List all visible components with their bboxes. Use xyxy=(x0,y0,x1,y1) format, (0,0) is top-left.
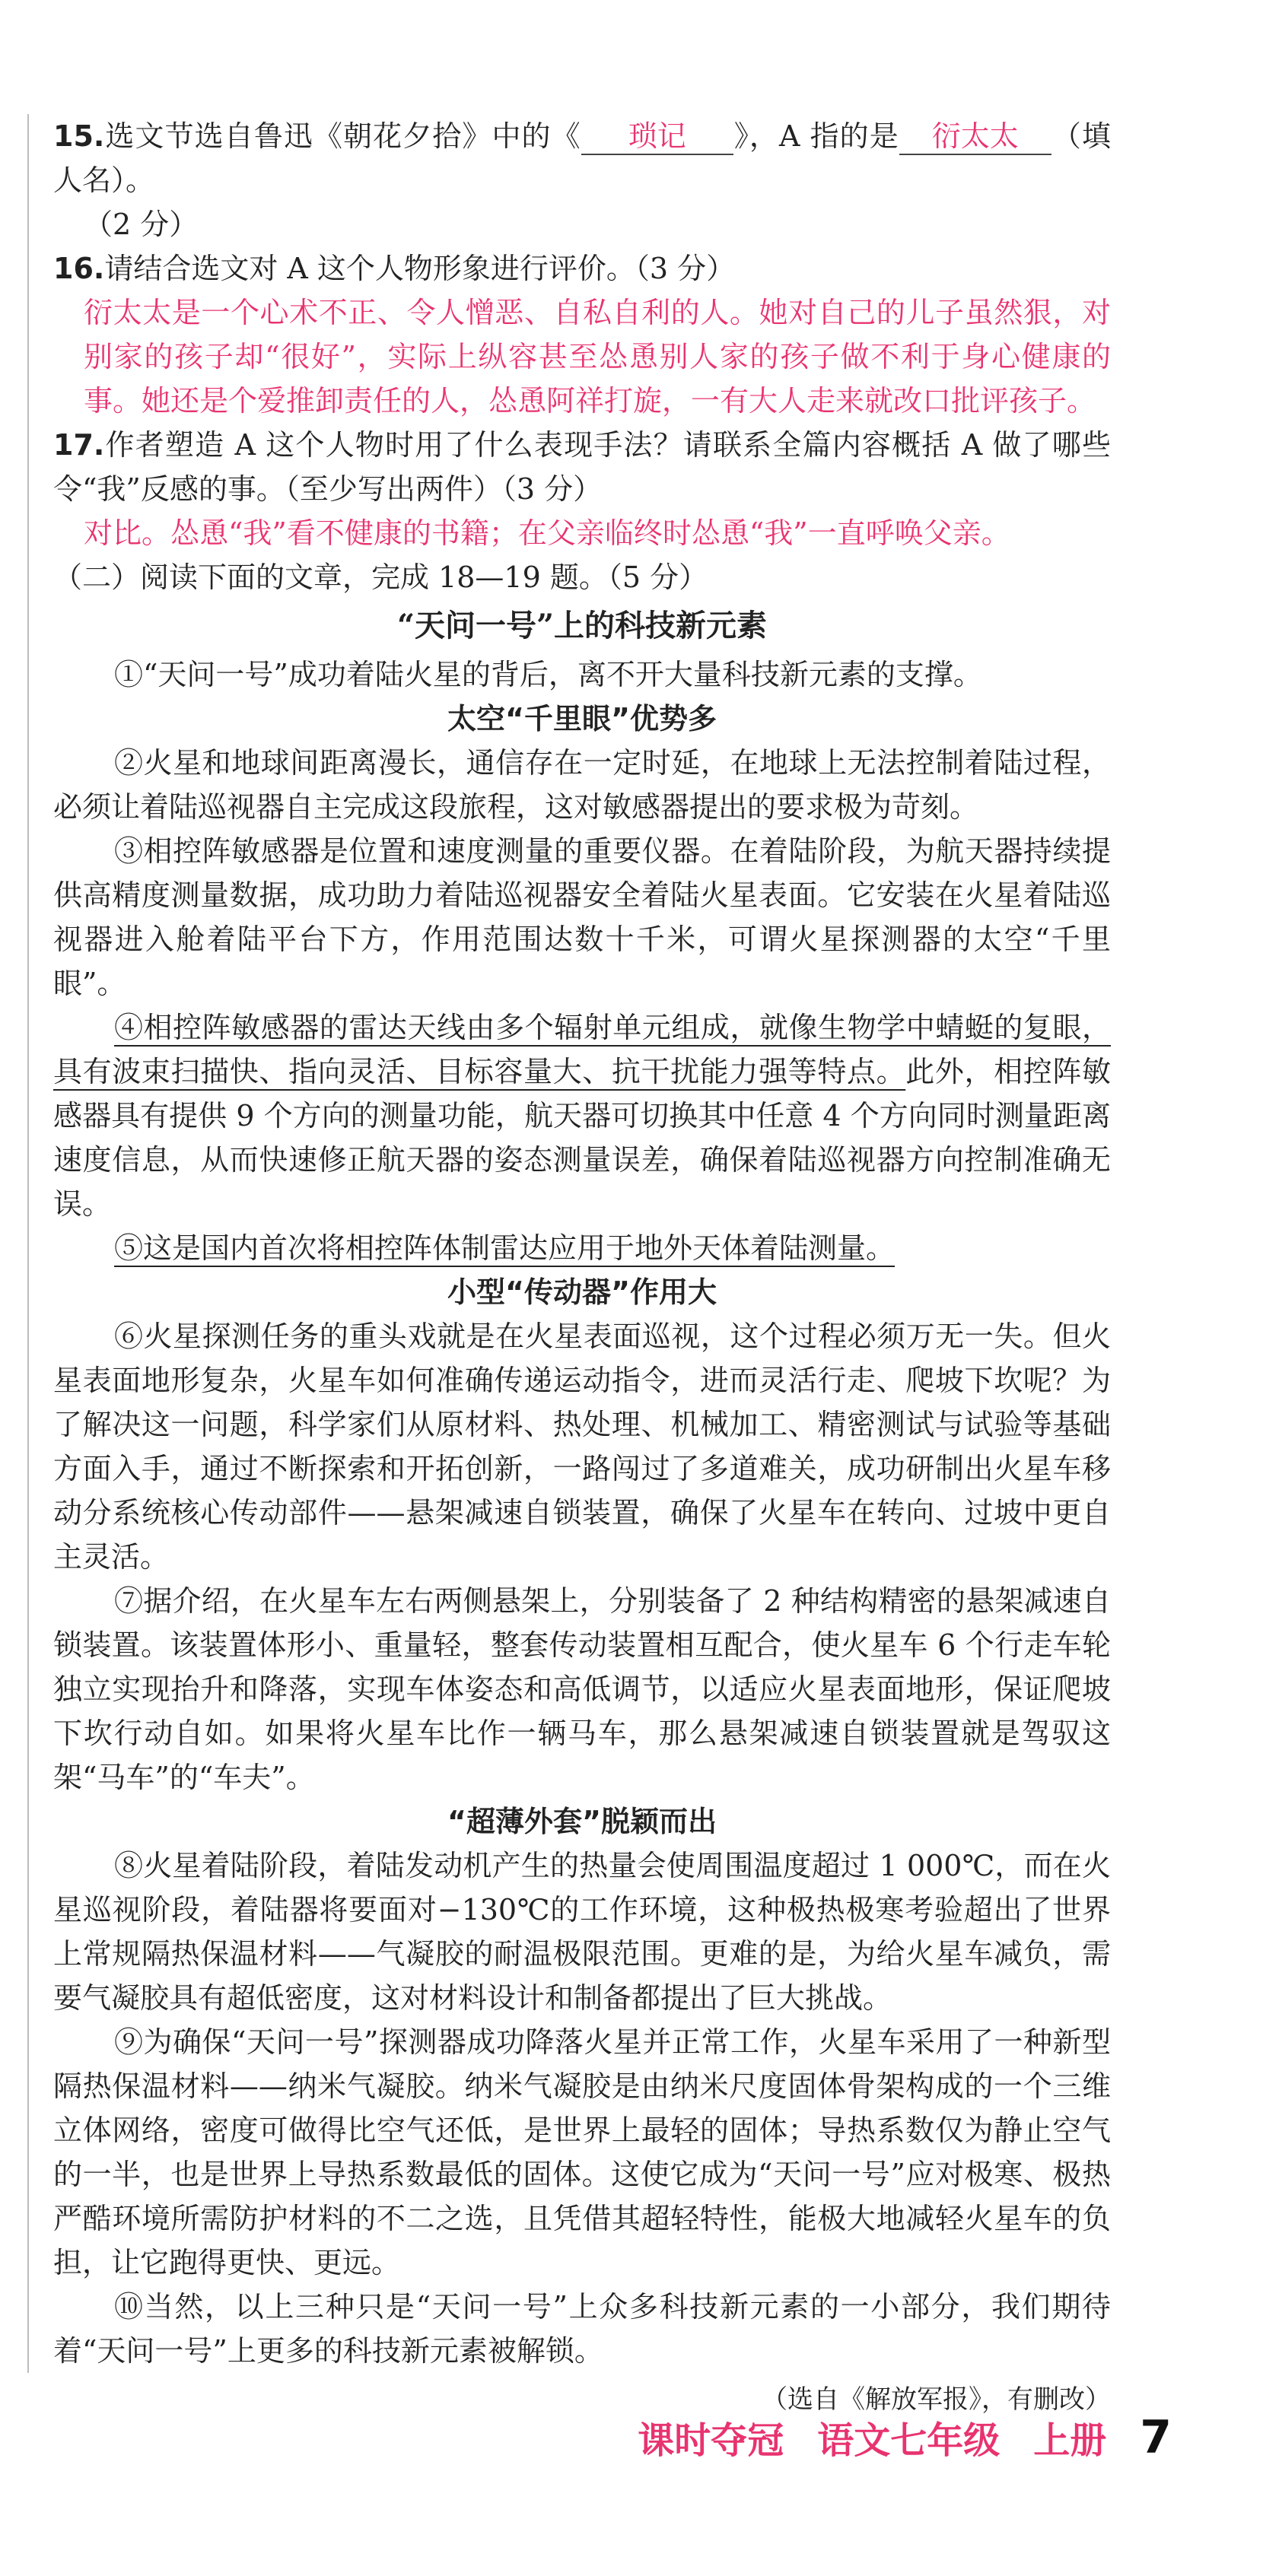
section-intro: （二）阅读下面的文章，完成 18—19 题。（5 分） xyxy=(53,561,708,594)
article-paragraph: ⑩当然，以上三种只是“天问一号”上众多科技新元素的一小部分，我们期待着“天问一号”上更多的科技新元素被解锁。 xyxy=(53,2290,1111,2368)
question-17 xyxy=(53,423,1111,511)
article-paragraph xyxy=(53,1226,1111,1270)
book-volume: 上册 xyxy=(1033,2419,1107,2462)
article-paragraph: ⑦据介绍，在火星车左右两侧悬架上，分别装备了 2 种结构精密的悬架减速自锁装置。该装置体形小、重量轻，整套传动装置相互配合，使火星车 6 个行走车轮独立实现抬升和降落，实现车体姿态和高低调节，以适应火星表面地形，保证爬坡下坎行动自如。如果将火星车比作一辆马车，那么悬架减速自锁装置就是驾驭这架“马车”的“车夫”。 xyxy=(53,1584,1111,1794)
article-paragraph: ⑨为确保“天问一号”探测器成功降落火星并正常工作，火星车采用了一种新型隔热保温材料——纳米气凝胶。纳米气凝胶是由纳米尺度固体骨架构成的一个三维立体网络，密度可做得比空气还低，是世界上最轻的固体；导热系数仅为静止空气的一半，也是世界上导热系数最低的固体。这使它成为“天问一号”应对极寒、极热严酷环境所需防护材料的不二之选，且凭借其超轻特性，能极大地减轻火星车的负担，让它跑得更快、更远。 xyxy=(53,2025,1111,2279)
answer-blank: 琐记 xyxy=(581,119,733,155)
article-title: “天问一号”上的科技新元素 xyxy=(396,608,767,643)
margin-rule xyxy=(27,114,29,2373)
underlined-text: ④相控阵敏感器的雷达天线由多个辐射单元组成，就像生物学中蜻蜓的复眼，具有波束扫描快、指向灵活、目标容量大、抗干扰能力强等特点。 xyxy=(53,1011,1111,1088)
page-number: 7 xyxy=(1140,2411,1172,2464)
answer-text: 衍太太是一个心术不正、令人憎恶、自私自利的人。她对自己的儿子虽然狠，对别家的孩子却“很好”，实际上纵容甚至怂恿别人家的孩子做不利于身心健康的事。她还是个爱推卸责任的人，怂恿阿祥打旋，一有大人走来就改口批评孩子。 xyxy=(84,296,1111,418)
underlined-text: ⑤这是国内首次将相控阵体制雷达应用于地外天体着陆测量。 xyxy=(114,1231,896,1265)
question-text: 请结合选文对 A 这个人物形象进行评价。（3 分） xyxy=(104,252,736,285)
question-score: （2 分） xyxy=(84,208,199,241)
page-content xyxy=(53,114,1111,2422)
article-paragraph: ①“天问一号”成功着陆火星的背后，离不开大量科技新元素的支撑。 xyxy=(114,658,982,691)
article-paragraph: ⑧火星着陆阶段，着陆发动机产生的热量会使周围温度超过 1 000℃，而在火星巡视阶段，着陆器将要面对−130℃的工作环境，这种极热极寒考验超出了世界上常规隔热保温材料——气凝胶的耐温极限范围。更难的是，为给火星车减负，需要气凝胶具有超低密度，这对材料设计和制备都提出了巨大挑战。 xyxy=(53,1849,1111,2015)
answer-blank: 衍太太 xyxy=(899,119,1051,155)
section-heading: 小型“传动器”作用大 xyxy=(447,1275,717,1309)
question-text: 作者塑造 A 这个人物时用了什么表现手法？请联系全篇内容概括 A 做了哪些令“我”反感的事。（至少写出两件）（3 分） xyxy=(53,428,1111,506)
question-number: 16. xyxy=(53,252,105,285)
book-brand: 课时夺冠 xyxy=(638,2419,784,2462)
question-text: 选文节选自鲁迅《朝花夕拾》中的《 xyxy=(104,119,581,153)
question-text: （填人名）。 xyxy=(53,119,1111,197)
question-15 xyxy=(53,114,1111,202)
section-heading: 太空“千里眼”优势多 xyxy=(447,702,717,735)
answer-text: 对比。怂恿“我”看不健康的书籍；在父亲临终时怂恿“我”一直呼唤父亲。 xyxy=(84,516,1010,550)
article-paragraph: ②火星和地球间距离漫长，通信存在一定时延，在地球上无法控制着陆过程，必须让着陆巡视器自主完成这段旅程，这对敏感器提出的要求极为苛刻。 xyxy=(53,746,1111,824)
paragraph-text: 此外，相控阵敏感器具有提供 9 个方向的测量功能，航天器可切换其中任意 4 个方向同时测量距离速度信息，从而快速修正航天器的姿态测量误差，确保着陆巡视器方向控制准确无误。 xyxy=(53,1055,1111,1221)
question-number: 17. xyxy=(53,428,105,462)
book-subject: 语文七年级 xyxy=(817,2419,1001,2462)
section-heading: “超薄外套”脱颖而出 xyxy=(447,1805,717,1838)
article-paragraph xyxy=(53,1005,1111,1226)
article-paragraph: ⑥火星探测任务的重头戏就是在火星表面巡视，这个过程必须万无一失。但火星表面地形复杂，火星车如何准确传递运动指令，进而灵活行走、爬坡下坎呢？为了解决这一问题，科学家们从原材料、热处理、机械加工、精密测试与试验等基础方面入手，通过不断探索和开拓创新，一路闯过了多道难关，成功研制出火星车移动分系统核心传动部件——悬架减速自锁装置，确保了火星车在转向、过坡中更自主灵活。 xyxy=(53,1320,1111,1574)
article-paragraph: ③相控阵敏感器是位置和速度测量的重要仪器。在着陆阶段，为航天器持续提供高精度测量数据，成功助力着陆巡视器安全着陆火星表面。它安装在火星着陆巡视器进入舱着陆平台下方，作用范围达数十千米，可谓火星探测器的太空“千里眼”。 xyxy=(53,834,1111,1000)
question-number: 15. xyxy=(53,119,105,153)
article-source: （选自《解放军报》，有删改） xyxy=(762,2384,1111,2415)
question-16 xyxy=(53,246,1111,291)
page-footer xyxy=(604,2411,1172,2464)
question-text: 》，A 指的是 xyxy=(733,119,899,153)
